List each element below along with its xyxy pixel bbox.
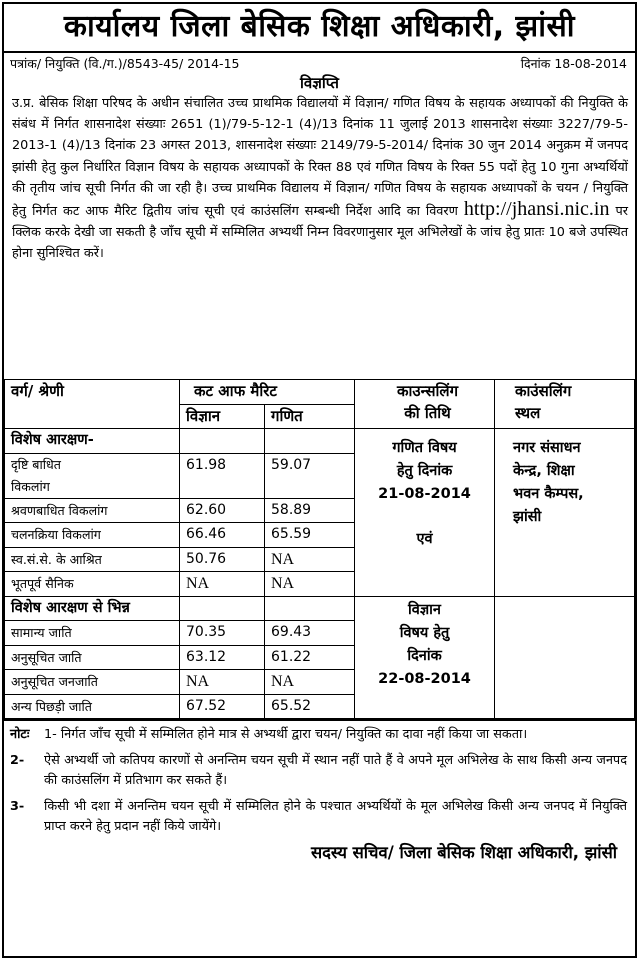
maths-cutoff: 59.07: [265, 453, 355, 498]
category-cell: भूतपूर्व सैनिक: [5, 572, 180, 597]
cutoff-table: [4, 379, 635, 719]
category-cell: [5, 453, 180, 498]
category-cell: अन्य पिछड़ी जाति: [5, 694, 180, 719]
maths-cutoff: NA: [265, 572, 355, 597]
header-maths: गणित: [265, 404, 355, 429]
notice-page: [2, 2, 637, 958]
note-item: [10, 751, 627, 791]
maths-cutoff: 65.52: [265, 694, 355, 719]
note-number: 2-: [10, 753, 25, 768]
maths-cutoff: 61.22: [265, 645, 355, 670]
science-cutoff: 66.46: [180, 523, 265, 548]
venue-line2: केन्द्र, शिक्षा: [513, 463, 575, 479]
category-line2: विकलांग: [11, 478, 50, 494]
counselling-dates: [355, 429, 495, 597]
section-row: [5, 429, 635, 454]
date-and: एवं: [416, 531, 433, 547]
venue-line1: नगर संसाधन: [513, 440, 581, 456]
header-venue-line2: स्थल: [515, 404, 541, 422]
header-category: वर्ग/ श्रेणी: [5, 380, 180, 429]
notes-section: [4, 719, 635, 863]
note-number: नोटः: [10, 727, 30, 742]
category-cell: सामान्य जाति: [5, 621, 180, 646]
maths-cutoff: NA: [265, 547, 355, 572]
category-cell: चलनक्रिया विकलांग: [5, 523, 180, 548]
counselling-venue: [495, 429, 635, 597]
section-general: विशेष आरक्षण से भिन्न: [5, 596, 180, 621]
notice-body: [4, 92, 635, 379]
date-maths-line1: गणित विषय: [392, 440, 457, 456]
header-counselling-date: [355, 380, 495, 429]
category-cell: अनुसूचित जनजाति: [5, 670, 180, 695]
note-text: किसी भी दशा में अनन्तिम चयन सूची में सम्मिलित होने के पश्चात अभ्यर्थियों के मूल अभिलेख किसी अन्य जनपद में नियुक्ति प्राप्त करने हेतु प्रदान नहीं किये जायेंगे।: [44, 799, 627, 834]
maths-cutoff: NA: [265, 670, 355, 695]
maths-cutoff: 58.89: [265, 498, 355, 523]
maths-cutoff: 65.59: [265, 523, 355, 548]
header-date-line2: की तिथि: [404, 404, 451, 422]
science-cutoff: 67.52: [180, 694, 265, 719]
note-item: [10, 725, 627, 745]
notice-heading: विज्ञप्ति: [300, 74, 339, 92]
note-text: ऐसे अभ्यर्थी जो कतिपय कारणों से अनन्तिम चयन सूची में स्थान नहीं पाते हैं वे अपने मूल अभिलेख के साथ किसी अन्य जनपद की काउंसलिंग में प्रतिभाग कर सकते हैं।: [44, 753, 627, 788]
date-science-line3: दिनांक: [407, 647, 442, 664]
header-date-line1: काउन्सलिंग: [396, 382, 459, 400]
reference-number: पत्रांक/ नियुक्ति (वि./ग.)/8543-45/ 2014-15: [10, 56, 240, 71]
header-cutoff: कट आफ मैरिट: [180, 380, 355, 405]
body-text: उ.प्र. बेसिक शिक्षा परिषद के अधीन संचालित उच्च प्राथमिक विद्यालयों में विज्ञान/ गणित विषय के सहायक अध्यापकों की नियुक्ति के संबंध में निर्गत शासनादेश संख्याः 2651 (1)/79-5-12-1 (4)/13 दिनांक 11 जुलाई 2013 शासनादेश संख्याः 3227/79-5-2013-1 (4)/13 दिनांक 23 अगस्त 2013, शासनादेश संख्याः 2149/79-5-2014/ दिनांक 30 जुन 2014 अनुक्रम में जनपद झांसी हेतु कुल निर्धारित विज्ञान विषय के सहायक अध्यापकों के रिक्त 88 एवं गणित विषय के रिक्त 55 पदों हेतु 10 गुना अभ्यर्थियों की तृतीय जांच सूची निर्गत की जा रही है। उच्च प्राथमिक विद्यालय में विज्ञान/ गणित विषय के सहायक अध्यापकों के चयन / नियुक्ति हेतु निर्गत कट आफ मैरिट द्वितीय जांच सूची एवं काउंसलिंग सम्बन्धी निर्देश आदि का विवरण: [12, 96, 628, 220]
notice-date: दिनांक 18-08-2014: [520, 56, 627, 71]
category-cell: स्व.सं.से. के आश्रित: [5, 547, 180, 572]
science-cutoff: 63.12: [180, 645, 265, 670]
date-maths-line2: हेतु दिनांक: [396, 463, 453, 479]
body-text-end: पर क्लिक करके देखी जा सकती है जाँच सूची में सम्मिलित अभ्यर्थी निम्न विवरणानुसार मूल अभिलेखों के जांच हेतु प्रातः 10 बजे उपस्थित होना सुनिश्चित करें।: [12, 204, 628, 262]
section-row: [5, 596, 635, 621]
header-counselling-venue: [495, 380, 635, 429]
science-cutoff: 62.60: [180, 498, 265, 523]
table-header-row: [5, 380, 635, 405]
science-cutoff: 61.98: [180, 453, 265, 498]
date-science-value: 22-08-2014: [378, 670, 471, 687]
note-number: 3-: [10, 799, 25, 814]
category-cell: अनुसूचित जाति: [5, 645, 180, 670]
venue-line4: झांसी: [513, 509, 542, 525]
science-cutoff: 70.35: [180, 621, 265, 646]
science-cutoff: NA: [180, 572, 265, 597]
date-science-line2: विषय हेतु: [399, 624, 450, 641]
note-text: 1- निर्गत जाँच सूची में सम्मिलित होने मात्र से अभ्यर्थी द्वारा चयन/ नियुक्ति का दावा नहीं किया जा सकता।: [44, 727, 528, 742]
science-cutoff: NA: [180, 670, 265, 695]
note-item: [10, 797, 627, 837]
signature: सदस्य सचिव/ जिला बेसिक शिक्षा अधिकारी, झांसी: [310, 843, 617, 862]
office-title: कार्यालय जिला बेसिक शिक्षा अधिकारी, झांसी: [4, 4, 635, 53]
header-science: विज्ञान: [180, 404, 265, 429]
category-line1: दृष्टि बाधित: [11, 456, 61, 472]
section-special-reservation: विशेष आरक्षण-: [5, 429, 180, 454]
maths-cutoff: 69.43: [265, 621, 355, 646]
date-maths-value: 21-08-2014: [378, 486, 471, 502]
reference-line: [4, 53, 635, 75]
website-link[interactable]: http://jhansi.nic.in: [463, 198, 610, 221]
venue-line3: भवन कैम्पस,: [513, 486, 584, 502]
category-cell: श्रवणबाधित विकलांग: [5, 498, 180, 523]
counselling-dates-science: [355, 596, 495, 719]
header-venue-line1: काउंसलिंग: [515, 382, 572, 400]
date-science-line1: विज्ञान: [408, 601, 441, 618]
science-cutoff: 50.76: [180, 547, 265, 572]
